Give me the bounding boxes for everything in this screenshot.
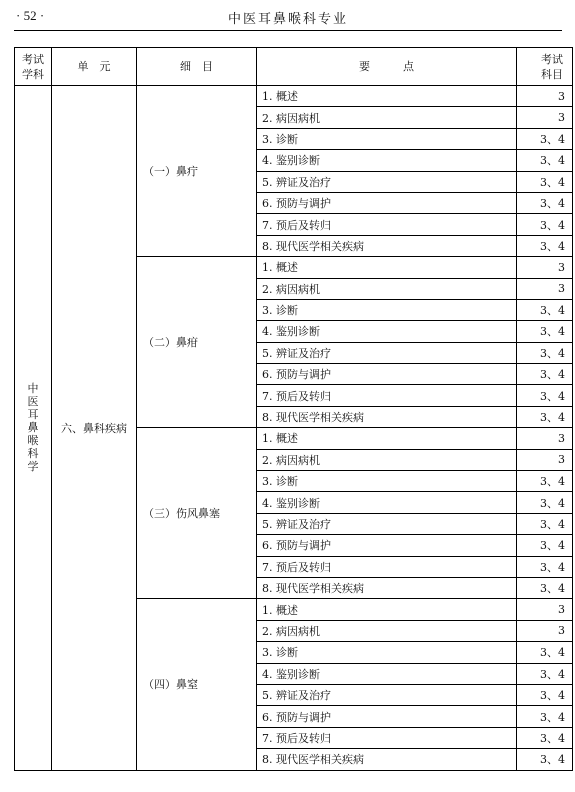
level-cell: 3、4 [517, 642, 573, 663]
syllabus-table [14, 47, 573, 771]
point-cell: 6. 预防与调护 [257, 535, 517, 556]
level-cell: 3、4 [517, 214, 573, 235]
item-cell: （二）鼻疳 [137, 257, 257, 428]
unit-cell: 六、鼻科疾病 [52, 86, 137, 771]
subject-cell [15, 86, 52, 771]
level-cell: 3、4 [517, 321, 573, 342]
point-cell: 7. 预后及转归 [257, 214, 517, 235]
level-cell: 3 [517, 257, 573, 278]
point-cell: 7. 预后及转归 [257, 385, 517, 406]
column-header-item: 细 目 [137, 48, 257, 86]
column-header-level: 考试科目 [517, 48, 573, 86]
level-cell: 3、4 [517, 513, 573, 534]
level-cell: 3、4 [517, 535, 573, 556]
level-cell: 3、4 [517, 299, 573, 320]
point-cell: 7. 预后及转归 [257, 727, 517, 748]
point-cell: 2. 病因病机 [257, 449, 517, 470]
header-rule [14, 30, 562, 31]
point-cell: 3. 诊断 [257, 128, 517, 149]
point-cell: 8. 现代医学相关疾病 [257, 749, 517, 770]
point-cell: 3. 诊断 [257, 642, 517, 663]
point-cell: 4. 鉴别诊断 [257, 663, 517, 684]
column-header-point: 要 点 [257, 48, 517, 86]
point-cell: 6. 预防与调护 [257, 364, 517, 385]
item-cell: （四）鼻窒 [137, 599, 257, 770]
level-cell: 3、4 [517, 749, 573, 770]
point-cell: 5. 辨证及治疗 [257, 684, 517, 705]
point-cell: 2. 病因病机 [257, 278, 517, 299]
point-cell: 5. 辨证及治疗 [257, 171, 517, 192]
level-cell: 3 [517, 449, 573, 470]
level-cell: 3、4 [517, 385, 573, 406]
level-cell: 3、4 [517, 235, 573, 256]
item-cell: （一）鼻疔 [137, 86, 257, 257]
page-number: · 52 · [16, 8, 45, 23]
level-cell: 3、4 [517, 471, 573, 492]
point-cell: 8. 现代医学相关疾病 [257, 235, 517, 256]
running-title: 中医耳鼻喉科专业 [227, 12, 348, 27]
level-cell: 3、4 [517, 128, 573, 149]
level-cell: 3 [517, 107, 573, 128]
point-cell: 8. 现代医学相关疾病 [257, 577, 517, 598]
level-cell: 3、4 [517, 684, 573, 705]
level-cell: 3 [517, 620, 573, 641]
level-cell: 3、4 [517, 406, 573, 427]
column-header-unit: 单 元 [52, 48, 137, 86]
level-cell: 3、4 [517, 171, 573, 192]
level-cell: 3、4 [517, 727, 573, 748]
point-cell: 1. 概述 [257, 257, 517, 278]
level-cell: 3 [517, 278, 573, 299]
point-cell: 2. 病因病机 [257, 107, 517, 128]
level-cell: 3、4 [517, 577, 573, 598]
point-cell: 8. 现代医学相关疾病 [257, 406, 517, 427]
point-cell: 4. 鉴别诊断 [257, 492, 517, 513]
level-cell: 3、4 [517, 706, 573, 727]
level-cell: 3、4 [517, 492, 573, 513]
point-cell: 1. 概述 [257, 428, 517, 449]
level-cell: 3、4 [517, 150, 573, 171]
point-cell: 6. 预防与调护 [257, 192, 517, 213]
page-header [14, 6, 562, 28]
table-body [15, 86, 573, 771]
level-cell: 3 [517, 599, 573, 620]
table-header-row [15, 48, 573, 86]
level-cell: 3、4 [517, 342, 573, 363]
level-cell: 3、4 [517, 556, 573, 577]
level-cell: 3、4 [517, 663, 573, 684]
point-cell: 3. 诊断 [257, 299, 517, 320]
point-cell: 3. 诊断 [257, 471, 517, 492]
column-header-subject: 考试学科 [15, 48, 52, 86]
point-cell: 7. 预后及转归 [257, 556, 517, 577]
point-cell: 5. 辨证及治疗 [257, 513, 517, 534]
subject-text: 中医耳鼻喉科学 [27, 382, 39, 474]
point-cell: 6. 预防与调护 [257, 706, 517, 727]
level-cell: 3、4 [517, 364, 573, 385]
item-cell: （三）伤风鼻塞 [137, 428, 257, 599]
point-cell: 4. 鉴别诊断 [257, 150, 517, 171]
table-row [15, 86, 573, 107]
point-cell: 1. 概述 [257, 599, 517, 620]
point-cell: 2. 病因病机 [257, 620, 517, 641]
point-cell: 1. 概述 [257, 86, 517, 107]
point-cell: 4. 鉴别诊断 [257, 321, 517, 342]
level-cell: 3、4 [517, 192, 573, 213]
point-cell: 5. 辨证及治疗 [257, 342, 517, 363]
level-cell: 3 [517, 428, 573, 449]
level-cell: 3 [517, 86, 573, 107]
